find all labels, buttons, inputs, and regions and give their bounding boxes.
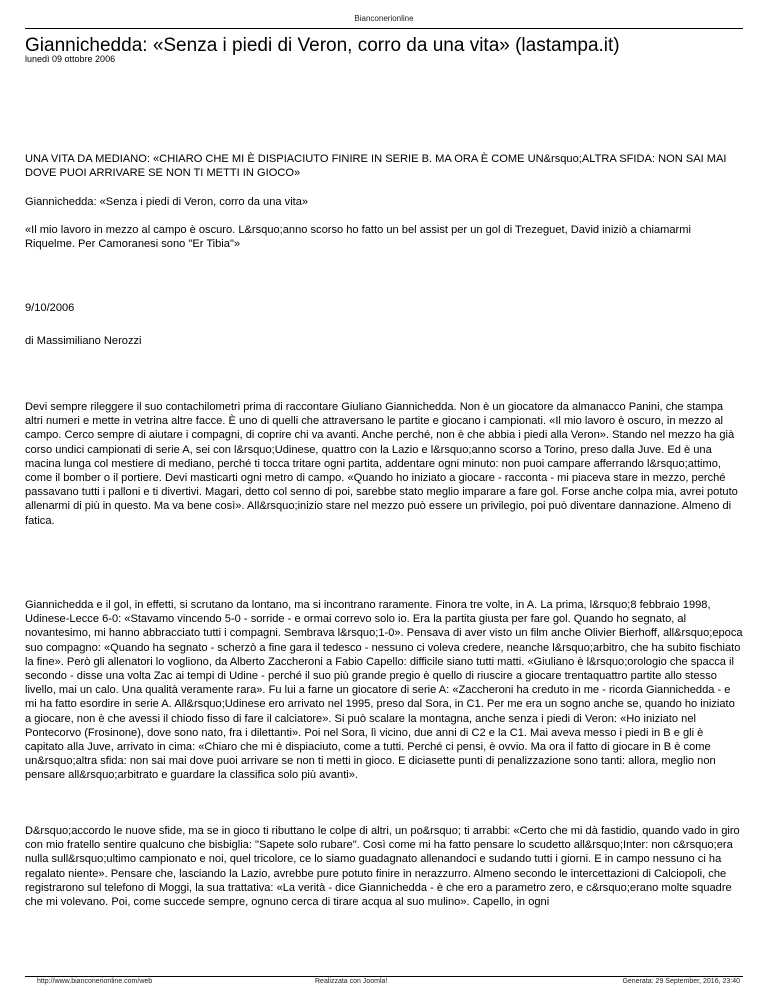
footer-url: http://www.bianconerionline.com/web bbox=[37, 978, 153, 985]
footer-divider bbox=[25, 976, 743, 977]
footer-generated: Generata: 29 September, 2016, 23:40 bbox=[622, 978, 740, 985]
article-dateline: 9/10/2006 bbox=[25, 302, 75, 314]
article-paragraph: Giannichedda e il gol, in effetti, si scrutano da lontano, ma si incontrano raramente. Finora tre volte, in A. La prima, l&rsquo;8 febbraio 1998, Udinese-Lecce 6-0: «Stavamo vincendo 5-0 - sorride - e ormai correvo solo io. Era la partita giusta per fare gol. Quando ho segnato, al novantesimo, mi hanno abbracciato tutti i compagni. Sembrava l&rsquo;1-0». Pensava di aver visto un film anche Olivier Bierhoff, all&rsquo;epoca suo compagno: «Quando ha segnato - scherzò a fine gara il tedesco - nessuno ci voleva credere, neanche l&rsquo;arbitro, che ha subito fischiato la fine». Però gli allenatori lo vogliono, da Alberto Zaccheroni a Fabio Capello: difficile siano tutti matti. «Giuliano è l&rsquo;orologio che spacca il secondo - disse una volta Zac ai tempi di Udine - perché il suo più grande pregio è quello di riuscire a giocare trentaquattro partite allo stesso livello, mai un calo. Una qualità veramente rara». Fu lui a farne un giocatore di serie A: «Zaccheroni ha creduto in me - ricorda Giannichedda - e mi ha fatto esordire in serie A. All&rsquo;Udinese ero arrivato nel 1995, preso dal Sora, in C1. Per me era un sogno anche se, quando ho iniziato a giocare, non è che avessi il chiodo fisso di fare il calciatore». Si può scalare la montagna, anche senza i piedi di Veron: «Ho iniziato nel Pontecorvo (Frosinone), dove sono nato, fra i dilettanti». Poi nel Sora, lì vicino, due anni di C2 e la C1. Mai aveva messo i piedi in B e gli è capitato alla Juve, arrivato in cima: «Chiaro che mi è dispiaciuto, come a tutti. Perché ci pensi, è ovvio. Ma ora il fatto di giocare in B è come un&rsquo;altra sfida: non sai mai dove puoi arrivare se non ti metti in gioco. E diciasette punti di penalizzazione sono tanti: allora, meglio non pensare all&rsquo;arbitrato e guardare la classifica solo più avanti». bbox=[25, 599, 743, 782]
article-lead: «Il mio lavoro in mezzo al campo è oscuro. L&rsquo;anno scorso ho fatto un bel assist per un gol di Trezeguet, David iniziò a chiamarmi Riquelme. Per Camoranesi sono "Er Tibia"» bbox=[25, 224, 691, 251]
article-paragraph: D&rsquo;accordo le nuove sfide, ma se in gioco ti ributtano le colpe di altri, un po&rsquo; ti arrabbi: «Certo che mi dà fastidio, quando vado in giro con mio fratello sentire qualcuno che bisbiglia: "Sapete solo rubare". Così come mi ha fatto pensare lo scudetto all&rsquo;Inter: non c&rsquo;era nulla sull&rsquo;ultimo campionato e noi, quel tricolore, ce lo siamo guadagnato allenandoci e sudando tutti i giorni. E in campo nessuno ci ha regalato niente». Pensare che, lasciando la Lazio, avrebbe pure potuto finire in nerazzurro. Almeno secondo le intercettazioni di Calciopoli, che registrarono sul telefono di Moggi, la sua trattativa: «La verità - dice Giannichedda - è che ero a parametro zero, e c&rsquo;erano molte squadre che mi volevano. Poi, come succede sempre, ognuno cerca di tirare acqua al suo mulino». Capello, in ogni bbox=[25, 825, 740, 909]
article-title: Giannichedda: «Senza i piedi di Veron, corro da una vita» (lastampa.it) bbox=[25, 35, 620, 56]
header-divider bbox=[25, 28, 743, 29]
site-name: Bianconerionline bbox=[354, 14, 414, 23]
article-byline: di Massimiliano Nerozzi bbox=[25, 335, 142, 347]
footer-cms: Realizzata con Joomla! bbox=[315, 978, 388, 985]
article-summary: UNA VITA DA MEDIANO: «CHIARO CHE MI È DISPIACIUTO FINIRE IN SERIE B. MA ORA È COME UN&rsquo;ALTRA SFIDA: NON SAI MAI DOVE PUOI ARRIVARE SE NON TI METTI IN GIOCO» bbox=[25, 153, 727, 180]
article-subtitle: Giannichedda: «Senza i piedi di Veron, corro da una vita» bbox=[25, 196, 309, 208]
publish-date: lunedì 09 ottobre 2006 bbox=[25, 54, 116, 64]
article-paragraph: Devi sempre rileggere il suo contachilometri prima di raccontare Giuliano Giannichedda. Non è un giocatore da almanacco Panini, che stampa altri numeri e mette in vetrina altre facce. È uno di quelli che attraversano le partite e giocano i campionati. «Il mio lavoro è oscuro, in mezzo al campo. Cerco sempre di aiutare i compagni, di coprire chi va avanti. Anche perché, non è che abbia i piedi alla Veron». Stando nel mezzo ha già corso undici campionati di serie A, sei con l&rsquo;Udinese, quattro con la Lazio e l&rsquo;anno scorso a Torino, preso dalla Juve. Ed è una macina lunga col mestiere di mediano, perché ti tocca tritare ogni partita, addentare ogni minuto: non puoi campare afferrando l&rsquo;attimo, come il bomber o il portiere. Devi masticarti ogni metro di campo. «Quando ho iniziato a giocare - racconta - mi piaceva stare in mezzo, perché passavano tutti i palloni e ti divertivi. Magari, detto col senno di poi, sarebbe stato meglio imparare a fare gol. Forse anche colpa mia, avrei potuto allenarmi di più in questo. Ma va bene così». All&rsquo;inizio stare nel mezzo può essere un privilegio, poi può diventare dannazione. Almeno di fatica. bbox=[25, 401, 738, 527]
